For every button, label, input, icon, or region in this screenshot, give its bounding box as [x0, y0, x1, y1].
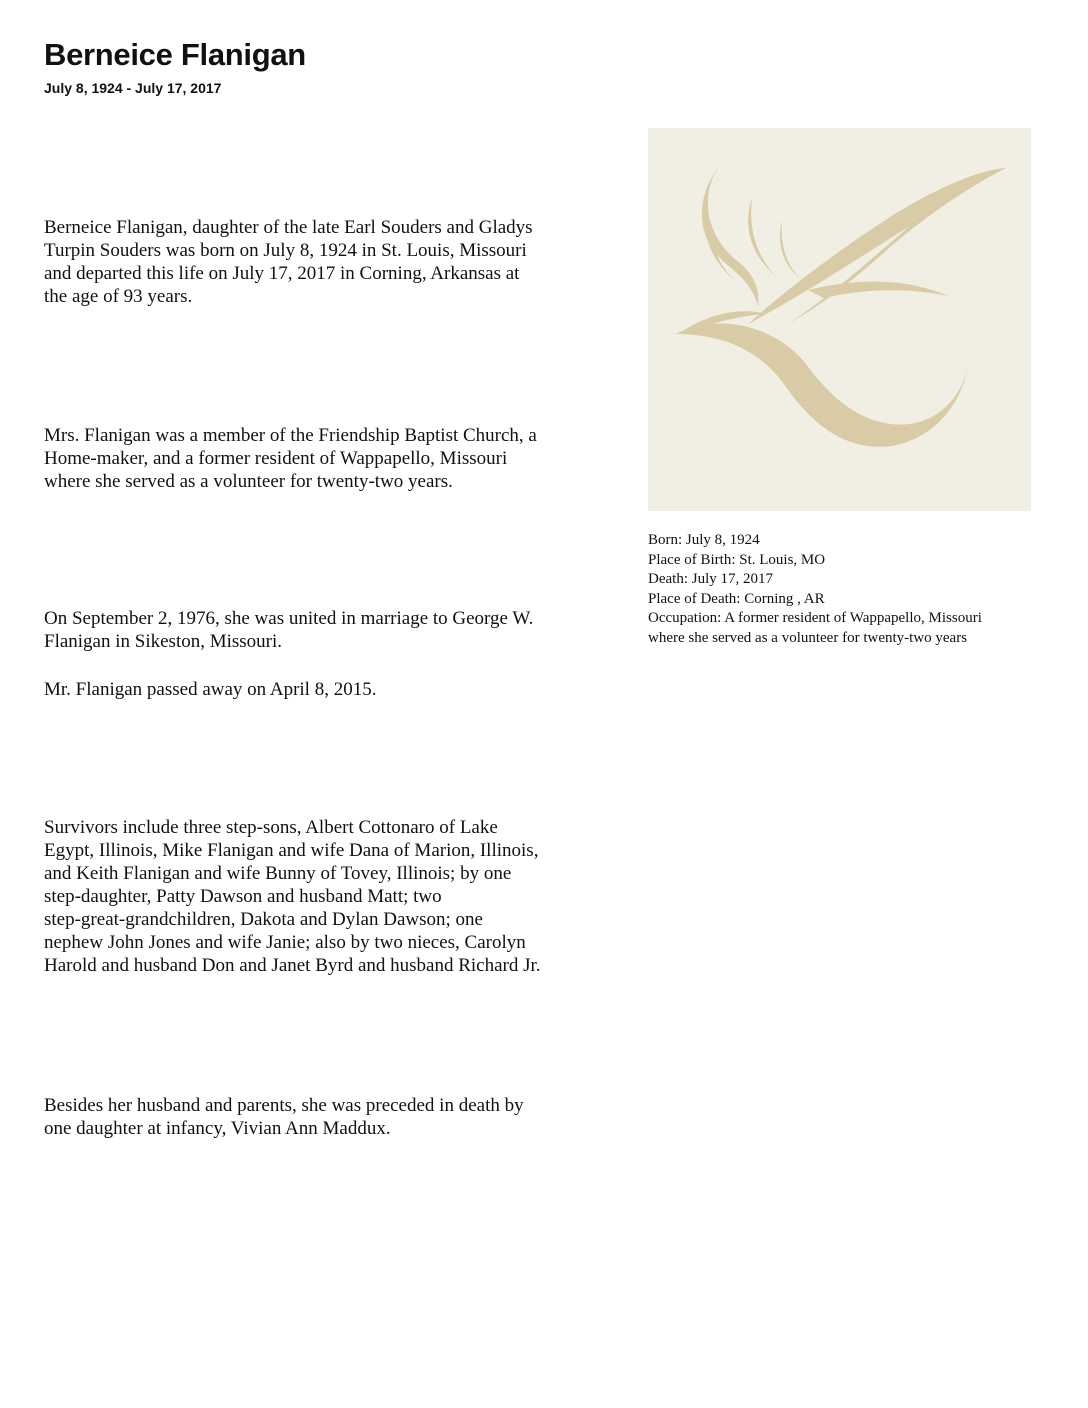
paragraph-marriage: On September 2, 1976, she was united in marriage to George W. Flanigan in Sikeston, Missouri.: [44, 608, 534, 652]
fact-occupation: Occupation: A former resident of Wappapello, Missouri: [648, 610, 982, 626]
memorial-photo: [648, 128, 1031, 511]
fact-place-of-death: Place of Death: Corning , AR: [648, 590, 825, 607]
fact-death: Death: July 17, 2017: [648, 571, 773, 587]
paragraph-preceded: Besides her husband and parents, she was preceded in death by one daughter at infancy, Vivian Ann Maddux.: [44, 1095, 524, 1139]
fact-born: Born: July 8, 1924: [648, 532, 760, 548]
fact-place-of-birth: Place of Birth: St. Louis, MO: [648, 551, 826, 568]
vital-facts-list: [648, 531, 1068, 648]
paragraph-church: Mrs. Flanigan was a member of the Friendship Baptist Church, a Home-maker, and a former resident of Wappapello, Missouri where she served as a volunteer for twenty-two years.: [44, 425, 537, 492]
life-dates: July 8, 1924 - July 17, 2017: [44, 80, 222, 96]
paragraph-birth: Berneice Flanigan, daughter of the late Earl Souders and Gladys Turpin Souders was born on July 8, 1924 in St. Louis, Missouri and departed this life on July 17, 2017 in Corning, Arkansas at the age of 93 years.: [44, 217, 533, 307]
paragraph-husband-passing: Mr. Flanigan passed away on April 8, 2015.: [44, 679, 377, 700]
dove-icon: [648, 128, 1031, 511]
paragraph-survivors: Survivors include three step-sons, Albert Cottonaro of Lake Egypt, Illinois, Mike Flanigan and wife Dana of Marion, Illinois, and Keith Flanigan and wife Bunny of Tovey, Illinois; by one step-daughter, Patty Dawson and husband Matt; two step-great-grandchildren, Dakota and Dylan Dawson; one nephew John Jones and wife Janie; also by two nieces, Carolyn Harold and husband Don and Janet Byrd and husband Richard Jr.: [44, 817, 541, 976]
fact-occupation-continued: where she served as a volunteer for twenty-two years: [648, 629, 968, 646]
obituary-name: Berneice Flanigan: [44, 37, 306, 72]
